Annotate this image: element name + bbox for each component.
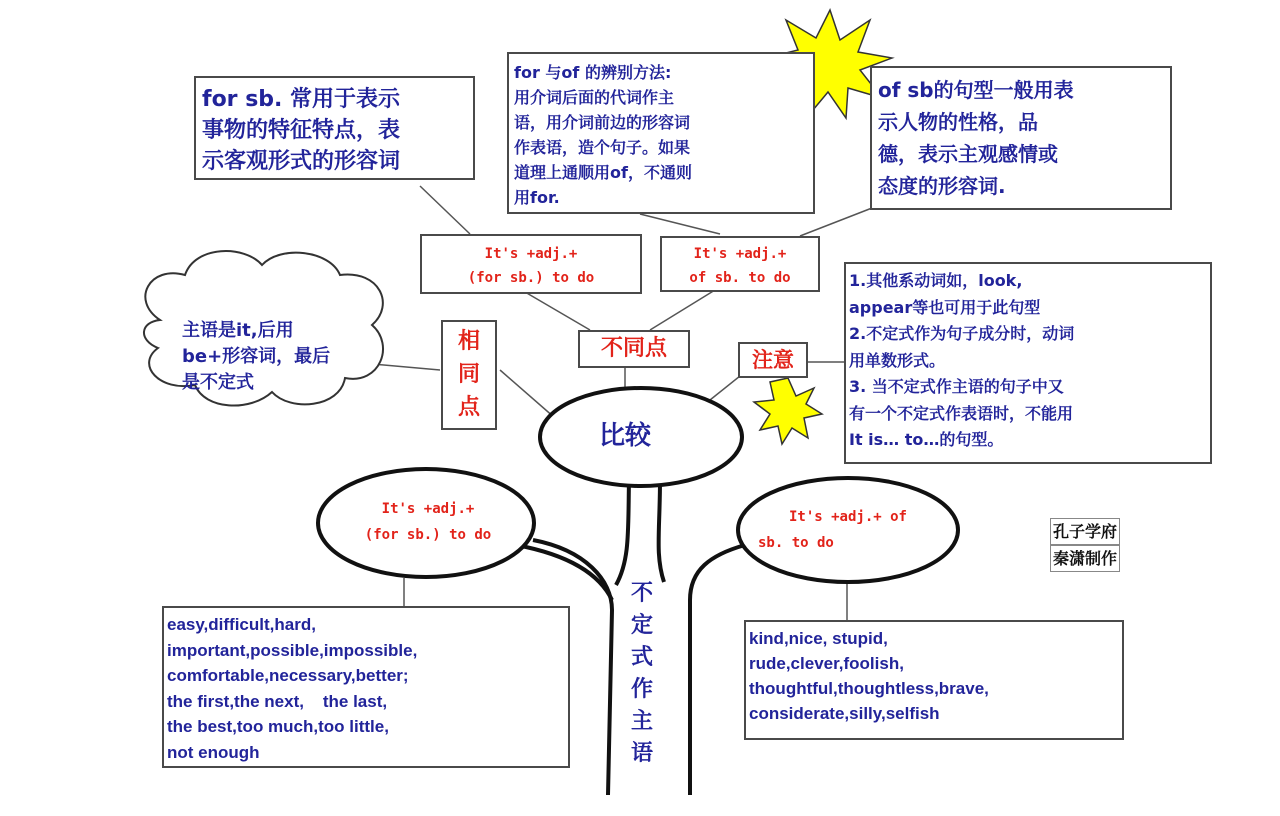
note-line: appear等也可用于此句型 <box>849 297 1041 317</box>
formula-line: (for sb.) to do <box>364 527 492 543</box>
note-line: It is… to…的句型。 <box>849 430 1004 449</box>
trunk-char: 主 <box>630 709 653 734</box>
label-char: 点 <box>457 395 480 420</box>
cloud-line: 是不定式 <box>182 372 254 393</box>
text-line: 示人物的性格，品 <box>878 110 1038 134</box>
attention-text: 注意 <box>752 348 794 372</box>
formula-line: It's +adj.+ of <box>788 509 907 525</box>
trunk-char: 不 <box>630 581 653 606</box>
text-line: 示客观形式的形容词 <box>202 149 401 174</box>
formula-line: It's +adj.+ <box>693 246 787 262</box>
adjective-line: rude,clever,foolish, <box>749 654 904 673</box>
adjective-line: important,possible,impossible, <box>167 640 418 660</box>
adjective-line: not enough <box>167 742 260 762</box>
trunk-char: 定 <box>630 613 653 638</box>
attention-label <box>738 342 808 378</box>
text-line: for sb. 常用于表示 <box>202 87 401 112</box>
right-ellipse-formula <box>740 504 956 556</box>
notes-box <box>844 262 1212 464</box>
cloud-line: be+形容词，最后 <box>182 346 331 367</box>
adjective-line: comfortable,necessary,better; <box>167 666 409 685</box>
adjective-line: kind,nice, stupid, <box>749 629 888 648</box>
adjective-line: the first,the next, the last, <box>167 691 388 711</box>
text-line: 道理上通顺用of，不通则 <box>514 163 692 182</box>
label-char: 相 <box>457 329 480 354</box>
trunk-char: 作 <box>630 677 653 702</box>
for-adjectives-list <box>162 606 570 768</box>
label-char: 同 <box>457 362 480 387</box>
watermark <box>1050 518 1120 572</box>
text-line: for 与of 的辨别方法: <box>514 63 672 82</box>
note-line: 3. 当不定式作主语的句子中又 <box>849 377 1064 396</box>
for-sb-description-box <box>194 76 475 180</box>
same-point-label <box>441 320 497 430</box>
difference-label <box>578 330 690 368</box>
for-of-distinction-box <box>507 52 815 214</box>
formula-line: (for sb.) to do <box>467 270 595 286</box>
formula-for-box <box>420 234 642 294</box>
text-line: 用介词后面的代词作主 <box>514 88 675 107</box>
cloud-line: 主语是it,后用 <box>182 320 294 341</box>
trunk-char: 语 <box>630 741 653 766</box>
note-line: 有一个不定式作表语时，不能用 <box>849 403 1074 423</box>
left-ellipse-formula <box>322 496 534 548</box>
formula-line: of sb. to do <box>689 270 791 286</box>
center-text: 比较 <box>598 421 651 451</box>
of-adjectives-list <box>744 620 1124 740</box>
adjective-line: considerate,silly,selfish <box>749 704 940 723</box>
center-label <box>560 418 690 454</box>
of-sb-description-box <box>870 66 1172 210</box>
watermark-line: 孔子学府 <box>1050 518 1120 545</box>
formula-line: It's +adj.+ <box>381 501 475 517</box>
note-line: 1.其他系动词如，look, <box>849 271 1023 290</box>
text-line: 用for. <box>514 188 560 207</box>
adjective-line: easy,difficult,hard, <box>167 615 316 634</box>
cloud-text <box>182 318 330 396</box>
formula-of-box <box>660 236 820 292</box>
small-star-icon <box>754 378 822 444</box>
difference-text: 不同点 <box>600 336 667 361</box>
formula-line: sb. to do <box>758 535 834 551</box>
trunk-label <box>626 578 658 770</box>
note-line: 2.不定式作为句子成分时，动词 <box>849 324 1075 343</box>
formula-line: It's +adj.+ <box>484 246 578 262</box>
adjective-line: thoughtful,thoughtless,brave, <box>749 679 989 698</box>
text-line: 事物的特征特点，表 <box>202 118 401 143</box>
adjective-line: the best,too much,too little, <box>167 717 389 736</box>
text-line: 态度的形容词. <box>878 174 1006 198</box>
watermark-line: 秦潇制作 <box>1050 545 1120 572</box>
text-line: 语，用介词前边的形容词 <box>514 113 691 132</box>
note-line: 用单数形式。 <box>849 350 946 370</box>
text-line: 作表语，造个句子。如果 <box>514 138 691 157</box>
trunk-char: 式 <box>630 645 653 670</box>
text-line: 德，表示主观感情或 <box>878 142 1058 166</box>
text-line: of sb的句型一般用表 <box>878 78 1074 102</box>
